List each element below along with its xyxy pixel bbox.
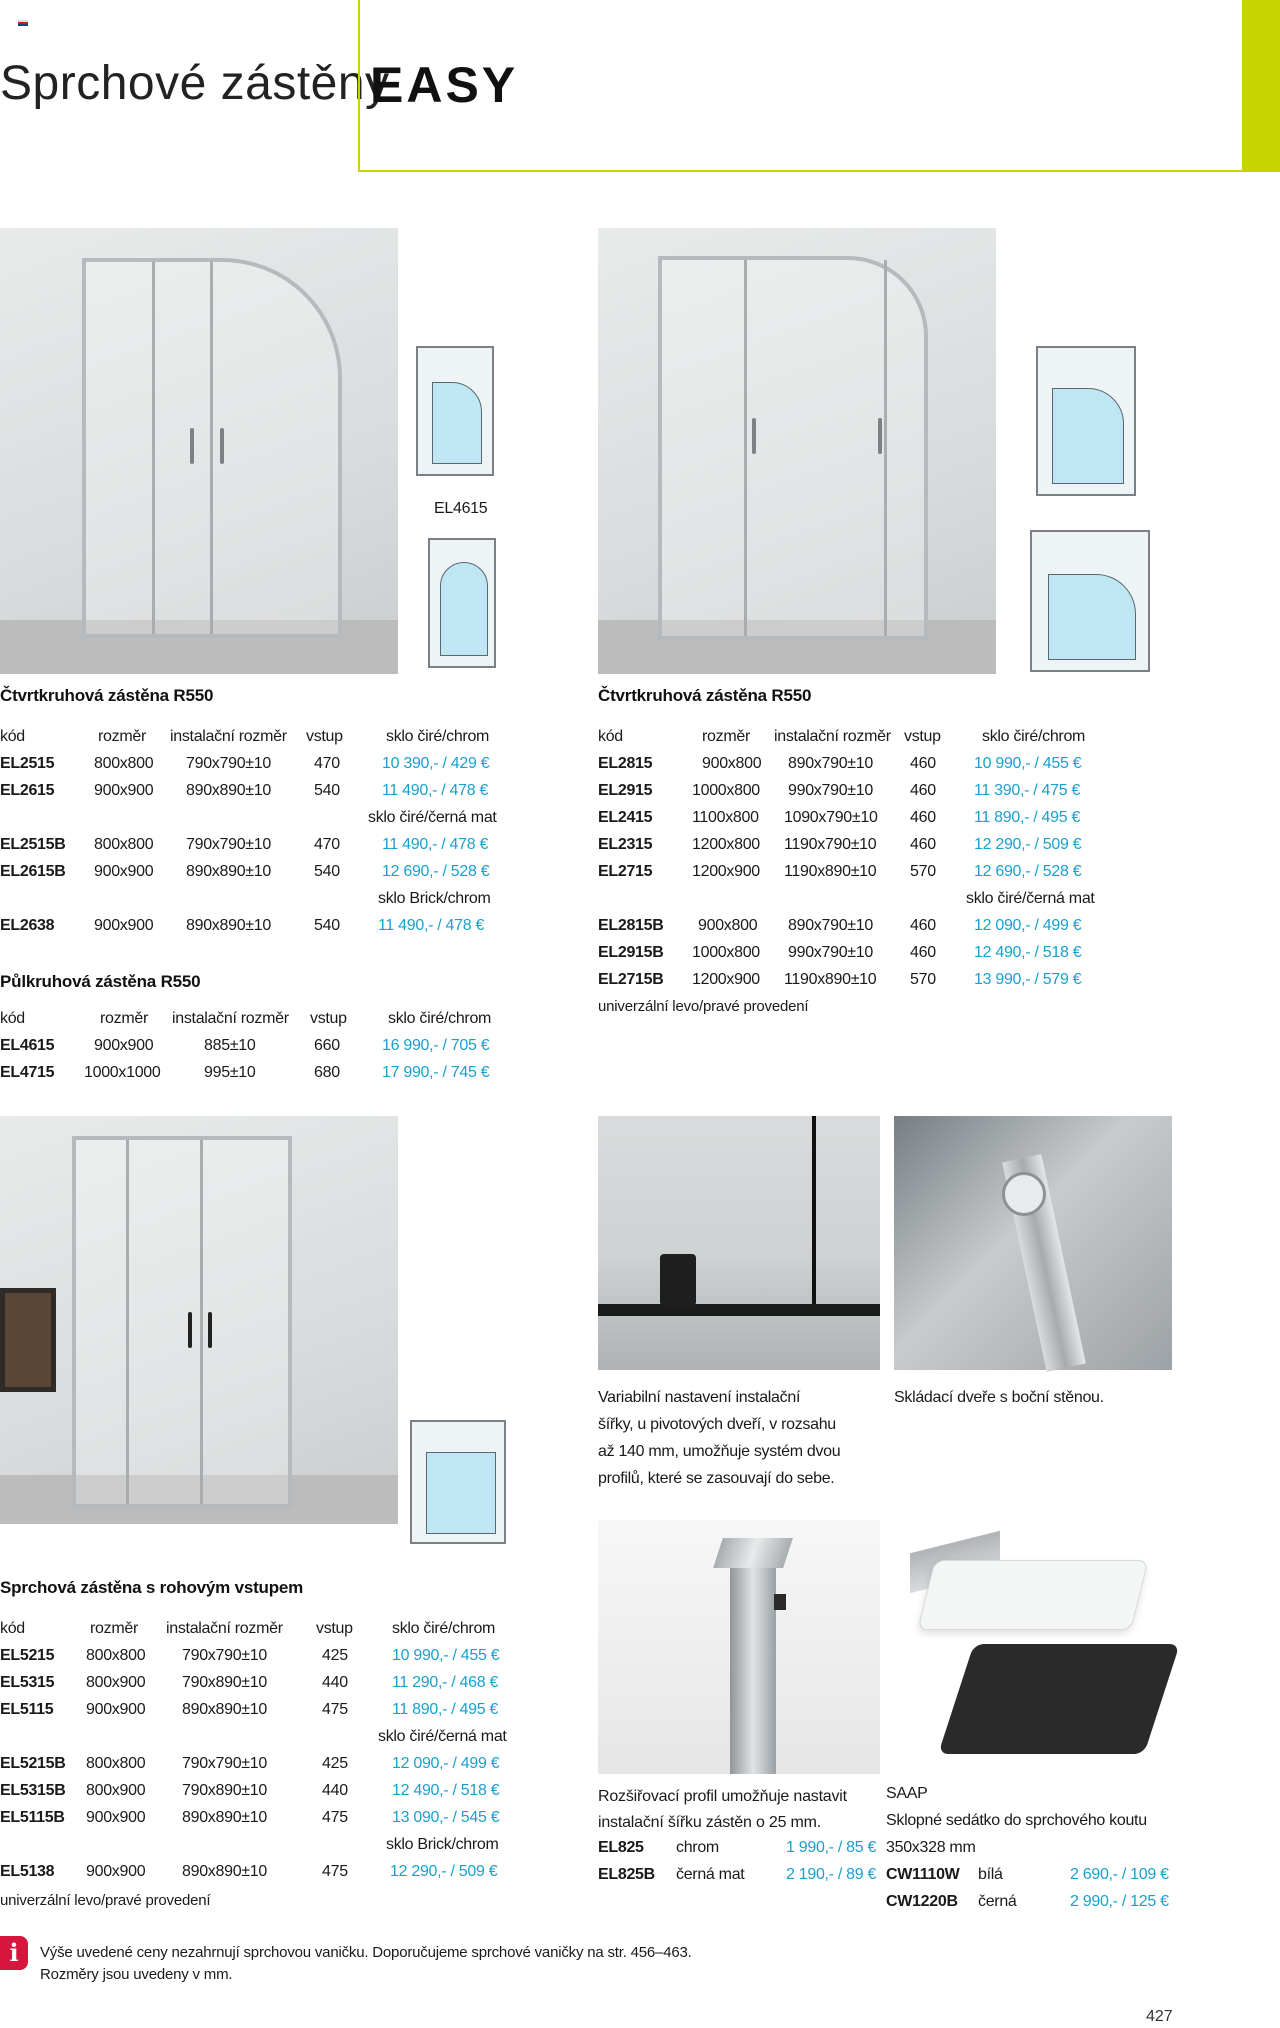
table-cell-size: 1100x800 bbox=[692, 809, 759, 826]
table-cell-install: 990x790±10 bbox=[788, 944, 873, 961]
seat-color: černá bbox=[978, 1893, 1017, 1910]
table-cell-price: 16 990,- / 705 € bbox=[382, 1037, 490, 1054]
product-photo-folding-seat bbox=[886, 1520, 1176, 1774]
table-cell-install: 890x790±10 bbox=[788, 755, 873, 772]
table-cell-code: EL2915 bbox=[598, 782, 653, 799]
universal-note: univerzální levo/pravé provedení bbox=[598, 998, 809, 1015]
profile-code: EL825B bbox=[598, 1866, 655, 1883]
table-cell-code: EL5138 bbox=[0, 1863, 55, 1880]
table-cell-size: 900x900 bbox=[86, 1809, 146, 1826]
table-cell-size: 800x800 bbox=[86, 1755, 146, 1772]
table-cell-price: 12 690,- / 528 € bbox=[382, 863, 490, 880]
table-cell-install: 995±10 bbox=[204, 1064, 256, 1081]
profile-price: 1 990,- / 85 € bbox=[786, 1839, 877, 1856]
table-cell-code: EL2715 bbox=[598, 863, 653, 880]
table-cell-price: 12 090,- / 499 € bbox=[974, 917, 1082, 934]
col-header-code: kód bbox=[0, 1010, 25, 1027]
table-cell-code: EL5215 bbox=[0, 1647, 55, 1664]
caption-folding-door: Skládací dveře s boční stěnou. bbox=[894, 1389, 1104, 1406]
table-cell-entry: 460 bbox=[910, 809, 936, 826]
table-cell-price: 11 290,- / 468 € bbox=[392, 1674, 499, 1691]
table-cell-entry: 475 bbox=[322, 1863, 348, 1880]
seat-code: CW1220B bbox=[886, 1893, 958, 1910]
col-header-size: rozměr bbox=[100, 1010, 148, 1027]
sketch-half-round bbox=[428, 538, 496, 668]
glass-variant-label: sklo čiré/černá mat bbox=[378, 1728, 507, 1745]
table-cell-entry: 460 bbox=[910, 836, 936, 853]
table-cell-install: 990x790±10 bbox=[788, 782, 873, 799]
col-header-code: kód bbox=[0, 728, 25, 745]
page-title-bold: EASY bbox=[370, 57, 519, 113]
table-cell-install: 1090x790±10 bbox=[784, 809, 878, 826]
table-cell-price: 11 890,- / 495 € bbox=[974, 809, 1081, 826]
table-cell-install: 790x790±10 bbox=[182, 1647, 267, 1664]
seat-name: SAAP bbox=[886, 1785, 928, 1802]
seat-price: 2 690,- / 109 € bbox=[1070, 1866, 1169, 1883]
product-photo-extension-profile bbox=[598, 1520, 880, 1774]
table-cell-entry: 425 bbox=[322, 1647, 348, 1664]
table-cell-install: 890x890±10 bbox=[186, 782, 271, 799]
col-header-size: rozměr bbox=[90, 1620, 138, 1637]
col-header-size: rozměr bbox=[98, 728, 146, 745]
table-cell-price: 11 390,- / 475 € bbox=[974, 782, 1081, 799]
table-cell-entry: 440 bbox=[322, 1674, 348, 1691]
table-cell-code: EL5315 bbox=[0, 1674, 55, 1691]
glass-variant-label: sklo čiré/černá mat bbox=[368, 809, 497, 826]
col-header-entry: vstup bbox=[904, 728, 941, 745]
section-title-half-round: Půlkruhová zástěna R550 bbox=[0, 972, 201, 991]
table-cell-size: 800x800 bbox=[94, 836, 154, 853]
table-cell-code: EL4615 bbox=[0, 1037, 55, 1054]
profile-finish: chrom bbox=[676, 1839, 719, 1856]
col-header-glass: sklo čiré/chrom bbox=[392, 1620, 496, 1637]
table-cell-install: 1190x890±10 bbox=[784, 863, 877, 880]
profile-desc-line: Rozšiřovací profil umožňuje nastavit bbox=[598, 1788, 847, 1805]
sketch-quarter-round bbox=[416, 346, 494, 476]
table-cell-entry: 540 bbox=[314, 917, 340, 934]
table-cell-code: EL2638 bbox=[0, 917, 55, 934]
table-cell-entry: 440 bbox=[322, 1782, 348, 1799]
product-photo-offset-quarter bbox=[598, 228, 996, 674]
table-cell-entry: 540 bbox=[314, 782, 340, 799]
table-cell-entry: 475 bbox=[322, 1701, 348, 1718]
accent-bar bbox=[1244, 0, 1280, 172]
col-header-code: kód bbox=[598, 728, 623, 745]
table-cell-code: EL4715 bbox=[0, 1064, 55, 1081]
col-header-glass: sklo čiré/chrom bbox=[982, 728, 1086, 745]
footer-note bbox=[40, 1942, 740, 1986]
page-title-light: Sprchové zástěny bbox=[0, 57, 390, 110]
table-cell-size: 900x900 bbox=[94, 863, 154, 880]
seat-color: bílá bbox=[978, 1866, 1003, 1883]
caption-line: šířky, u pivotových dveří, v rozsahu bbox=[598, 1416, 836, 1433]
col-header-entry: vstup bbox=[316, 1620, 353, 1637]
table-cell-size: 1000x1000 bbox=[84, 1064, 161, 1081]
profile-price: 2 190,- / 89 € bbox=[786, 1866, 877, 1883]
profile-code: EL825 bbox=[598, 1839, 644, 1856]
table-cell-entry: 570 bbox=[910, 971, 936, 988]
table-cell-code: EL5315B bbox=[0, 1782, 66, 1799]
table-cell-entry: 680 bbox=[314, 1064, 340, 1081]
table-cell-size: 900x900 bbox=[86, 1863, 146, 1880]
table-cell-code: EL2615 bbox=[0, 782, 55, 799]
table-cell-entry: 570 bbox=[910, 863, 936, 880]
table-cell-code: EL2915B bbox=[598, 944, 664, 961]
table-cell-size: 900x900 bbox=[94, 917, 154, 934]
page-number: 427 bbox=[1146, 2008, 1173, 2025]
seat-size: 350x328 mm bbox=[886, 1839, 976, 1856]
table-cell-price: 11 490,- / 478 € bbox=[378, 917, 485, 934]
table-cell-price: 11 490,- / 478 € bbox=[382, 836, 489, 853]
seat-price: 2 990,- / 125 € bbox=[1070, 1893, 1169, 1910]
product-photo-corner-entry bbox=[0, 1116, 398, 1524]
table-cell-size: 900x900 bbox=[94, 782, 154, 799]
col-header-glass: sklo čiré/chrom bbox=[386, 728, 490, 745]
section-title-quarter-round-offset: Čtvrtkruhová zástěna R550 bbox=[598, 686, 812, 705]
section-title-corner-entry: Sprchová zástěna s rohovým vstupem bbox=[0, 1578, 304, 1597]
table-cell-code: EL2715B bbox=[598, 971, 664, 988]
table-cell-size: 800x800 bbox=[86, 1647, 146, 1664]
table-cell-price: 17 990,- / 745 € bbox=[382, 1064, 490, 1081]
table-cell-size: 1000x800 bbox=[692, 944, 760, 961]
table-cell-install: 890x890±10 bbox=[182, 1863, 267, 1880]
table-cell-size: 800x900 bbox=[86, 1782, 146, 1799]
glass-variant-label: sklo Brick/chrom bbox=[386, 1836, 499, 1853]
table-cell-size: 1200x800 bbox=[692, 836, 760, 853]
table-cell-install: 890x790±10 bbox=[788, 917, 873, 934]
seat-code: CW1110W bbox=[886, 1866, 960, 1883]
table-cell-install: 890x890±10 bbox=[186, 917, 271, 934]
table-cell-code: EL2815B bbox=[598, 917, 664, 934]
table-cell-code: EL2415 bbox=[598, 809, 653, 826]
table-cell-price: 12 490,- / 518 € bbox=[974, 944, 1082, 961]
caption-variable-width bbox=[598, 1384, 888, 1492]
table-cell-entry: 460 bbox=[910, 944, 936, 961]
col-header-install: instalační rozměr bbox=[774, 728, 891, 745]
col-header-glass: sklo čiré/chrom bbox=[388, 1010, 492, 1027]
glass-variant-label: sklo Brick/chrom bbox=[378, 890, 491, 907]
table-cell-entry: 470 bbox=[314, 755, 340, 772]
col-header-code: kód bbox=[0, 1620, 25, 1637]
table-cell-entry: 540 bbox=[314, 863, 340, 880]
table-cell-install: 890x890±10 bbox=[186, 863, 271, 880]
table-cell-code: EL5115B bbox=[0, 1809, 65, 1826]
col-header-entry: vstup bbox=[310, 1010, 347, 1027]
caption-line: profilů, které se zasouvají do sebe. bbox=[598, 1470, 835, 1487]
caption-line: Variabilní nastavení instalační bbox=[598, 1389, 801, 1406]
seat-description: Sklopné sedátko do sprchového koutu bbox=[886, 1812, 1147, 1829]
table-cell-entry: 475 bbox=[322, 1809, 348, 1826]
table-cell-size: 1200x900 bbox=[692, 863, 760, 880]
profile-description bbox=[598, 1784, 888, 1836]
table-cell-code: EL2315 bbox=[598, 836, 653, 853]
table-cell-price: 12 490,- / 518 € bbox=[392, 1782, 500, 1799]
table-cell-install: 790x790±10 bbox=[186, 836, 271, 853]
col-header-install: instalační rozměr bbox=[170, 728, 287, 745]
table-cell-install: 1190x790±10 bbox=[784, 836, 877, 853]
sketch-label-el4615: EL4615 bbox=[434, 500, 488, 517]
table-cell-price: 12 290,- / 509 € bbox=[974, 836, 1082, 853]
info-icon: i bbox=[0, 1936, 28, 1970]
table-cell-entry: 460 bbox=[910, 782, 936, 799]
table-cell-size: 1000x800 bbox=[692, 782, 760, 799]
table-cell-code: EL5115 bbox=[0, 1701, 54, 1718]
table-cell-install: 790x790±10 bbox=[186, 755, 271, 772]
table-cell-install: 890x890±10 bbox=[182, 1809, 267, 1826]
flag-icon bbox=[18, 20, 28, 28]
table-cell-code: EL2815 bbox=[598, 755, 653, 772]
table-cell-price: 13 990,- / 579 € bbox=[974, 971, 1082, 988]
table-cell-code: EL2515 bbox=[0, 755, 55, 772]
table-cell-entry: 460 bbox=[910, 917, 936, 934]
table-cell-size: 800x800 bbox=[94, 755, 154, 772]
table-cell-size: 900x800 bbox=[702, 755, 762, 772]
table-cell-size: 800x900 bbox=[86, 1674, 146, 1691]
table-cell-price: 12 290,- / 509 € bbox=[390, 1863, 498, 1880]
table-cell-price: 12 690,- / 528 € bbox=[974, 863, 1082, 880]
table-cell-install: 885±10 bbox=[204, 1037, 256, 1054]
sketch-offset-quarter-2 bbox=[1030, 530, 1150, 672]
table-cell-price: 10 990,- / 455 € bbox=[392, 1647, 500, 1664]
table-cell-size: 1200x900 bbox=[692, 971, 760, 988]
table-cell-code: EL2515B bbox=[0, 836, 66, 853]
table-cell-code: EL5215B bbox=[0, 1755, 66, 1772]
col-header-size: rozměr bbox=[702, 728, 750, 745]
table-cell-price: 11 490,- / 478 € bbox=[382, 782, 489, 799]
col-header-install: instalační rozměr bbox=[166, 1620, 283, 1637]
glass-variant-label: sklo čiré/černá mat bbox=[966, 890, 1095, 907]
profile-finish: černá mat bbox=[676, 1866, 745, 1883]
table-cell-entry: 660 bbox=[314, 1037, 340, 1054]
universal-note: univerzální levo/pravé provedení bbox=[0, 1892, 211, 1909]
col-header-entry: vstup bbox=[306, 728, 343, 745]
table-cell-install: 790x890±10 bbox=[182, 1782, 267, 1799]
table-cell-install: 790x790±10 bbox=[182, 1755, 267, 1772]
col-header-install: instalační rozměr bbox=[172, 1010, 289, 1027]
sketch-offset-quarter-1 bbox=[1036, 346, 1136, 496]
table-cell-price: 12 090,- / 499 € bbox=[392, 1755, 500, 1772]
detail-photo-folding-hinge bbox=[894, 1116, 1172, 1370]
table-cell-size: 900x800 bbox=[698, 917, 758, 934]
table-cell-code: EL2615B bbox=[0, 863, 66, 880]
table-cell-price: 13 090,- / 545 € bbox=[392, 1809, 500, 1826]
table-cell-entry: 425 bbox=[322, 1755, 348, 1772]
profile-desc-line: instalační šířku zástěn o 25 mm. bbox=[598, 1814, 822, 1831]
table-cell-install: 790x890±10 bbox=[182, 1674, 267, 1691]
product-photo-quarter-round bbox=[0, 228, 398, 674]
table-cell-price: 10 390,- / 429 € bbox=[382, 755, 490, 772]
table-cell-price: 11 890,- / 495 € bbox=[392, 1701, 499, 1718]
table-cell-entry: 460 bbox=[910, 755, 936, 772]
footer-note-line: Rozměry jsou uvedeny v mm. bbox=[40, 1966, 233, 1983]
table-cell-install: 890x890±10 bbox=[182, 1701, 267, 1718]
table-cell-entry: 470 bbox=[314, 836, 340, 853]
footer-note-line: Výše uvedené ceny nezahrnují sprchovou vaničku. Doporučujeme sprchové vaničky na str. 456–463. bbox=[40, 1944, 692, 1961]
table-cell-size: 900x900 bbox=[94, 1037, 154, 1054]
detail-photo-pivot-profile bbox=[598, 1116, 880, 1370]
sketch-corner-entry bbox=[410, 1420, 506, 1544]
caption-line: až 140 mm, umožňuje systém dvou bbox=[598, 1443, 841, 1460]
table-cell-install: 1190x890±10 bbox=[784, 971, 877, 988]
table-cell-price: 10 990,- / 455 € bbox=[974, 755, 1082, 772]
section-title-quarter-round: Čtvrtkruhová zástěna R550 bbox=[0, 686, 214, 705]
table-cell-size: 900x900 bbox=[86, 1701, 146, 1718]
